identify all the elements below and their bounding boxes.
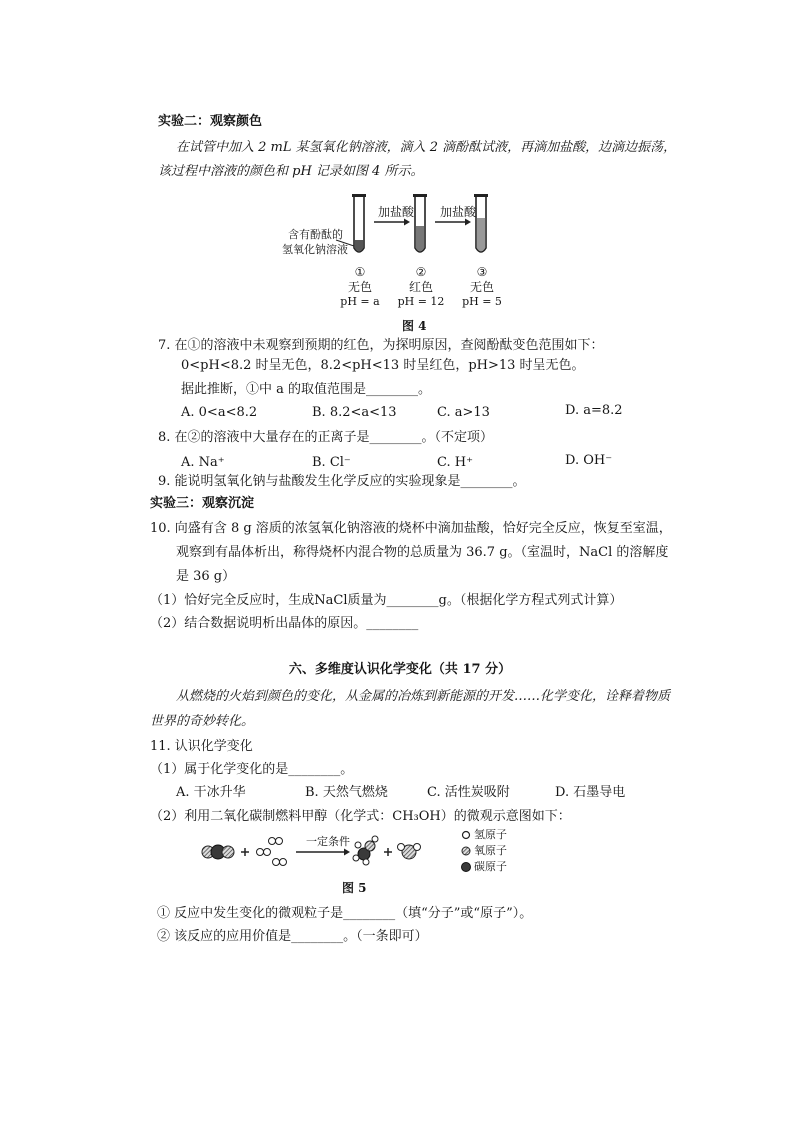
q11-option-a: A. 干冰升华 [176,785,246,800]
q11-question-b: ② 该反应的应用价值是________。（一条即可） [157,929,428,944]
exp2-title: 实验二：观察颜色 [158,114,263,129]
fig4-solution-label-2: 氢氧化钠溶液 [282,243,348,256]
tube-3-number: ③ [476,265,488,279]
methanol-molecule-icon [353,836,378,865]
q8-option-a: A. Na⁺ [181,455,225,470]
reaction-condition-label: 一定条件 [306,835,350,848]
q10-line2: 观察到有晶体析出，称得烧杯内混合物的总质量为 36.7 g。（室温时，NaCl 的溶解度 [176,545,669,560]
legend-carbon-label: 碳原子 [474,860,507,873]
legend-oxygen-icon [462,847,470,855]
section6-intro-line1: 从燃烧的火焰到颜色的变化，从金属的冶炼到新能源的开发……化学变化，诠释着物质 [176,689,671,704]
q10-line1: 10. 向盛有含 8 g 溶质的浓氢氧化钠溶液的烧杯中滴加盐酸，恰好完全反应，恢复至室温， [150,521,672,536]
legend-carbon-icon [462,863,471,872]
co2-molecule-icon [202,845,234,859]
q11-option-c: C. 活性炭吸附 [427,785,510,800]
tube-2-number: ② [415,265,427,279]
fig4-solution-label-1: 含有酚酞的 [288,228,343,241]
tube-3-color: 无色 [469,280,494,294]
exp2-intro-line1: 在试管中加入 2 mL 某氢氧化钠溶液，滴入 2 滴酚酞试液，再滴加盐酸，边滴边振荡， [176,140,677,155]
fig4-caption: 图 4 [402,319,427,333]
q8-option-d: D. OH⁻ [565,453,613,468]
test-tube-3-icon [474,194,488,252]
section6-intro-line2: 世界的奇妙转化。 [150,714,255,729]
q11-title: 11. 认识化学变化 [150,739,253,754]
q11-option-d: D. 石墨导电 [555,785,626,800]
tube-2-color: 红色 [408,280,433,294]
hydrogen-molecules-icon [257,838,287,866]
exp3-title: 实验三：观察沉淀 [150,496,255,511]
exp2-intro-line2: 该过程中溶液的颜色和 pH 记录如图 4 所示。 [158,164,424,179]
plus-icon-2 [384,848,392,856]
q8-line1: 8. 在②的溶液中大量存在的正离子是________。（不定项） [158,430,494,445]
q8-option-c: C. H⁺ [437,455,473,470]
q7-line1: 7. 在①的溶液中未观察到预期的红色，为探明原因，查阅酚酞变色范围如下： [158,338,604,353]
tube-1-number: ① [354,265,366,279]
tube-1-color: 无色 [347,280,372,294]
q7-line2: 0<pH<8.2 时呈无色，8.2<pH<13 时呈红色，pH>13 时呈无色。 [181,358,585,373]
legend-hydrogen-label: 氢原子 [474,828,507,841]
fig5-caption: 图 5 [342,881,367,895]
q7-line3: 据此推断，①中 a 的取值范围是________。 [181,382,432,397]
q9-line1: 9. 能说明氢氧化钠与盐酸发生化学反应的实验现象是________。 [158,474,526,489]
legend-oxygen-label: 氧原子 [474,844,507,857]
q11-option-b: B. 天然气燃烧 [305,785,388,800]
plus-icon-1 [241,848,249,856]
q10-sub2: （2）结合数据说明析出晶体的原因。________ [150,616,419,631]
q8-option-b: B. Cl⁻ [312,455,351,470]
q11-sub2: （2）利用二氧化碳制燃料甲醇（化学式：CH₃OH）的微观示意图如下： [150,809,571,824]
tube-2-ph: pH = 12 [397,295,445,308]
fig4-arrow2-label: 加盐酸 [440,205,477,219]
q11-sub1: （1）属于化学变化的是________。 [150,762,354,777]
q10-line3: 是 36 g） [176,569,236,584]
q10-sub1: （1）恰好完全反应时，生成NaCl质量为________g。（根据化学方程式列式计算） [150,593,623,608]
q11-question-a: ① 反应中发生变化的微观粒子是________（填“分子”或“原子”）。 [157,906,533,921]
q7-option-c: C. a>13 [437,405,490,420]
tube-1-ph: pH = a [340,295,380,308]
q7-option-b: B. 8.2<a<13 [312,405,397,420]
test-tube-2-icon [413,194,427,252]
q7-option-d: D. a=8.2 [565,403,623,418]
fig4-arrow1-label: 加盐酸 [378,205,415,219]
water-molecule-icon [398,844,421,860]
legend-hydrogen-icon [463,832,470,839]
tube-3-ph: pH = 5 [462,295,502,308]
section6-title: 六、多维度认识化学变化（共 17 分） [288,662,512,677]
test-tube-1-icon [352,194,366,252]
q7-option-a: A. 0<a<8.2 [181,405,258,420]
